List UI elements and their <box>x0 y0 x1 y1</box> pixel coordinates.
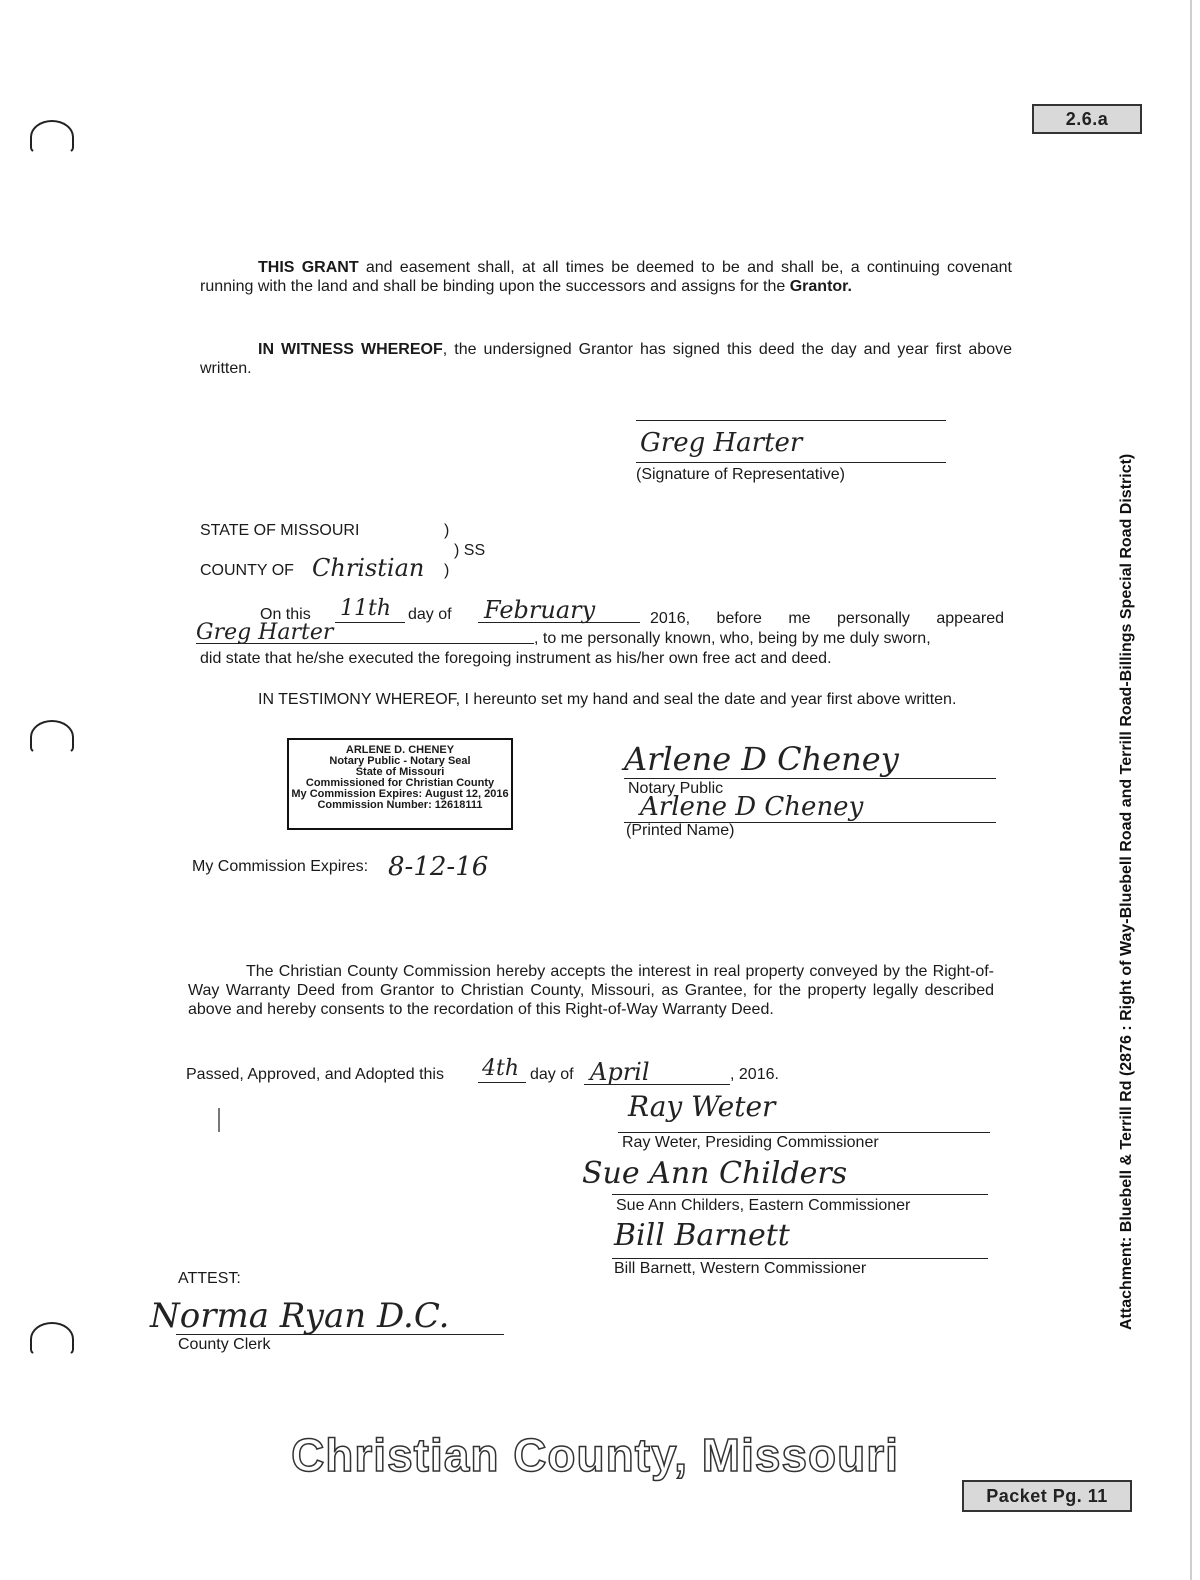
passed-label: Passed, Approved, and Adopted this <box>186 1066 444 1083</box>
acceptance-paragraph <box>188 962 994 1019</box>
commissioner-signature: Sue Ann Childers <box>582 1156 848 1191</box>
ack-day-of: day of <box>408 606 452 623</box>
commissioner-line <box>612 1194 988 1195</box>
commissioner-caption: Bill Barnett, Western Commissioner <box>614 1260 867 1277</box>
testimony-text: IN TESTIMONY WHEREOF, I hereunto set my hand and seal the date and year first above written. <box>258 691 957 708</box>
witness-paragraph <box>200 340 1012 378</box>
commissioner-signature: Ray Weter <box>628 1090 776 1123</box>
ack-known-text: , to me personally known, who, being by me duly sworn, <box>534 630 931 647</box>
commissioner-caption: Sue Ann Childers, Eastern Commissioner <box>616 1197 911 1214</box>
ack-on-this: On this <box>260 606 311 623</box>
seal-line: Commissioned for Christian County <box>305 777 495 789</box>
representative-caption: (Signature of Representative) <box>636 466 845 483</box>
notary-printed-handwritten: Arlene D Cheney <box>640 792 864 822</box>
ack-day-handwritten: 11th <box>340 596 392 621</box>
witness-bold-lead: IN WITNESS WHEREOF <box>258 341 443 358</box>
signature-line-top <box>636 420 946 421</box>
clerk-signature: Norma Ryan D.C. <box>150 1296 450 1336</box>
witness-text: , the undersigned Grantor has signed this deed the day and year first above written. <box>200 341 1013 377</box>
grant-bold-lead: THIS GRANT <box>258 259 359 276</box>
page-edge <box>1190 0 1192 1580</box>
ack-name-line <box>196 643 534 644</box>
ack-line3: did state that he/she executed the foregoing instrument as his/her own free act and deed. <box>200 650 832 667</box>
county-label: COUNTY OF <box>200 562 294 579</box>
seal-line: My Commission Expires: August 12, 2016 <box>291 788 509 800</box>
binder-hole-icon <box>30 1322 74 1356</box>
county-handwritten: Christian <box>312 554 425 582</box>
seal-line: Commission Number: 12618111 <box>317 799 483 811</box>
passed-day-of: day of <box>530 1066 574 1083</box>
notary-signature: Arlene D Cheney <box>624 740 899 778</box>
clerk-line <box>176 1334 504 1335</box>
attachment-side-text: Attachment: Bluebell & Terrill Rd (2876 : Right of Way-Bluebell Road and Terrill Road-Billings Special Road District) <box>1118 453 1135 1330</box>
ack-month-line <box>478 622 640 623</box>
passed-month-handwritten: April <box>590 1058 650 1086</box>
notary-public-label: Notary Public <box>628 780 724 797</box>
ack-day-line <box>335 622 405 623</box>
clerk-caption: County Clerk <box>178 1336 271 1353</box>
passed-day-handwritten: 4th <box>482 1056 520 1081</box>
commissioner-caption: Ray Weter, Presiding Commissioner <box>622 1134 879 1151</box>
binder-hole-icon <box>30 120 74 154</box>
seal-line: State of Missouri <box>355 766 445 778</box>
seal-line: Notary Public - Notary Seal <box>329 755 471 767</box>
notary-seal-stamp <box>287 738 513 830</box>
stray-mark <box>218 1108 220 1132</box>
commission-date-handwritten: 8-12-16 <box>388 852 489 882</box>
attest-label: ATTEST: <box>178 1270 241 1287</box>
testimony-paragraph <box>200 690 1004 709</box>
commissioner-line <box>612 1258 988 1259</box>
venue-ss: ) SS <box>454 542 486 559</box>
binder-hole-icon <box>30 720 74 754</box>
commission-label: My Commission Expires: <box>192 858 369 875</box>
commissioner-signature: Bill Barnett <box>614 1218 790 1253</box>
page-tag: 2.6.a <box>1032 104 1142 134</box>
ack-year-text: 2016, before me personally appeared <box>650 610 1004 627</box>
footer-brand-logo: Christian County, Missouri <box>291 1429 899 1481</box>
grant-end-bold: Grantor. <box>789 278 852 295</box>
commissioner-line <box>618 1132 990 1133</box>
passed-day-line <box>478 1082 526 1083</box>
signature-line <box>636 462 946 463</box>
grant-paragraph <box>200 258 1012 296</box>
notary-signature-line <box>624 778 996 779</box>
notary-printed-caption: (Printed Name) <box>626 822 735 839</box>
ack-name-handwritten: Greg Harter <box>196 620 334 645</box>
packet-page-label: Packet Pg. 11 <box>962 1480 1132 1512</box>
representative-signature: Greg Harter <box>640 428 803 458</box>
passed-month-line <box>584 1084 730 1085</box>
passed-year: , 2016. <box>730 1066 779 1083</box>
grant-text: and easement shall, at all times be deemed to be and shall be, a continuing covenant running with the land and shall be binding upon the successors and assigns for the <box>200 259 1012 295</box>
seal-line: ARLENE D. CHENEY <box>345 744 455 756</box>
venue-paren: ) <box>444 522 450 539</box>
state-label: STATE OF MISSOURI <box>200 522 360 539</box>
ack-month-handwritten: February <box>484 596 596 624</box>
acceptance-text: The Christian County Commission hereby accepts the interest in real property conveyed by the Right-of-Way Warranty Deed from Grantor to Christian County, Missouri, as Grantee, for the property legally described above and hereby consents to the recordation of this Right-of-Way Warranty Deed. <box>188 963 994 1018</box>
venue-paren: ) <box>444 562 450 579</box>
